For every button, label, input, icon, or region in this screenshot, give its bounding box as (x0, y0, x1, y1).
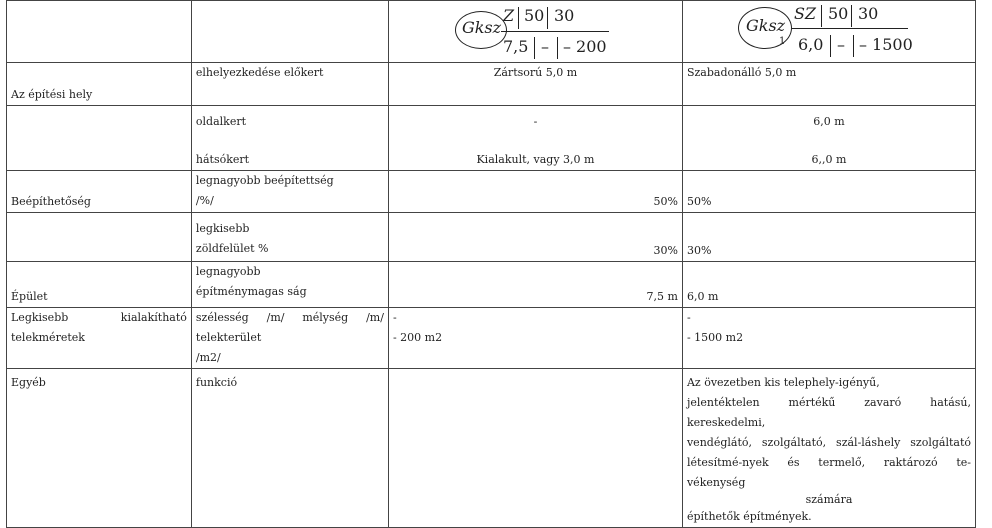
zone-top-3: 30 (553, 6, 575, 25)
other-value-z (388, 369, 682, 528)
header-empty-cell-2 (191, 1, 388, 63)
zone-top-divider (821, 5, 822, 27)
building-height-sub-2: építménymagas ság (195, 285, 307, 298)
spacer (196, 132, 384, 150)
plot-size-sub (191, 308, 388, 369)
spacer (687, 132, 971, 150)
zone-top-divider (851, 5, 852, 27)
other-value-sz-6: építhetők építmények. (686, 510, 812, 523)
back-yard-label: hátsókert (195, 153, 250, 166)
plot-size-value-z-1: - (392, 311, 397, 324)
table-row (7, 63, 976, 106)
other-sub: funkció (191, 369, 388, 528)
empty-cell (7, 106, 192, 171)
back-yard-value-sz: 6,,0 m (811, 153, 847, 166)
zone-bottom-3: – 1500 (858, 35, 913, 54)
plot-size-sub-3: /m2/ (195, 351, 221, 364)
other-value-sz-5: számára (805, 493, 853, 506)
plot-size-values-sz (682, 308, 975, 369)
green-area-value-sz: 30% (682, 213, 975, 262)
zone-fraction-line (501, 31, 609, 32)
zone-bottom-3: – 200 (562, 37, 607, 56)
plot-size-value-sz-2: - 1500 m2 (686, 331, 744, 344)
green-area-sub-2: zöldfelület % (195, 242, 269, 255)
header-empty-cell-1 (7, 1, 192, 63)
zone-bottom-2: – (540, 37, 549, 56)
side-yard-value-z: - (533, 115, 538, 128)
zone-top-divider (518, 7, 519, 29)
zone-code-subscript: 1 (778, 36, 786, 47)
plot-size-sub-2: telekterület (195, 331, 262, 344)
table-row (7, 213, 976, 262)
building-height-value-z: 7,5 m (388, 262, 682, 308)
zone-code-gksz-sz (682, 1, 975, 63)
zone-bottom-divider (534, 37, 535, 59)
other-value-sz-2: jelentéktelen mértékű zavaró hatású, kereskedelmi, (686, 396, 971, 429)
location-label: Az építési hely (7, 63, 192, 106)
table-row (7, 308, 976, 369)
zone-top-2: 50 (523, 6, 545, 25)
spacer (393, 132, 678, 150)
zone-bottom-divider (853, 35, 854, 57)
zone-code-gksz-z (388, 1, 682, 63)
side-yard-value-sz: 6,0 m (813, 115, 845, 128)
side-yard-label: oldalkert (195, 115, 247, 128)
built-ratio-label: Beépíthetőség (7, 171, 192, 213)
built-ratio-value-sz: 50% (682, 171, 975, 213)
zone-top-1: Z (502, 6, 515, 25)
other-value-sz-1: Az övezetben kis telephely-igényű, (686, 376, 880, 389)
built-ratio-sub-2: /%/ (195, 194, 214, 207)
zone-bottom-divider (830, 35, 831, 57)
plot-size-values-z (388, 308, 682, 369)
front-yard-label: elhelyezkedése előkert (191, 63, 388, 106)
built-ratio-value-z: 50% (388, 171, 682, 213)
zone-top-3: 30 (857, 4, 879, 23)
plot-size-value-sz-1: - (686, 311, 691, 324)
other-label: Egyéb (7, 369, 192, 528)
zone-fraction-line (792, 28, 908, 29)
zone-code-label: Gksz (461, 18, 502, 37)
green-area-sub-1: legkisebb (195, 222, 250, 235)
empty-cell (7, 213, 192, 262)
zone-top-1: SZ (793, 4, 817, 23)
side-back-yard-labels (191, 106, 388, 171)
table-row (7, 262, 976, 308)
table-header-row (7, 1, 976, 63)
other-value-sz (682, 369, 975, 528)
side-back-yard-values-sz (682, 106, 975, 171)
plot-size-label (7, 308, 192, 369)
table-row (7, 369, 976, 528)
building-label: Épület (7, 262, 192, 308)
table-row (7, 171, 976, 213)
side-back-yard-values-z (388, 106, 682, 171)
built-ratio-sub (191, 171, 388, 213)
building-height-sub (191, 262, 388, 308)
built-ratio-sub-1: legnagyobb beépítettség (195, 174, 334, 187)
front-yard-value-z: Zártsorú 5,0 m (388, 63, 682, 106)
zone-bottom-divider (557, 37, 558, 59)
back-yard-value-z: Kialakult, vagy 3,0 m (476, 153, 595, 166)
zone-bottom-1: 6,0 (797, 35, 824, 54)
plot-size-label-1: Legkisebb kialakítható (11, 311, 187, 324)
zone-code-label: Gksz (745, 16, 786, 35)
zone-bottom-2: – (836, 35, 845, 54)
front-yard-value-sz: Szabadonálló 5,0 m (682, 63, 975, 106)
green-area-sub (191, 213, 388, 262)
zone-bottom-1: 7,5 (502, 37, 529, 56)
plot-size-value-z-2: - 200 m2 (392, 331, 443, 344)
building-height-sub-1: legnagyobb (195, 265, 261, 278)
plot-size-sub-1: szélesség /m/ mélység /m/ (195, 311, 384, 324)
table-row (7, 106, 976, 171)
building-height-value-sz: 6,0 m (682, 262, 975, 308)
plot-size-label-2: telekméretek (11, 331, 85, 344)
zone-top-2: 50 (827, 4, 849, 23)
green-area-value-z: 30% (388, 213, 682, 262)
zone-top-divider (547, 7, 548, 29)
other-value-sz-3: vendéglátó, szolgáltató, szál-láshely szolgáltató (686, 436, 971, 449)
regulation-table (6, 0, 976, 528)
other-value-sz-4: létesítmé-nyek és termelő, raktározó te- vékenység (686, 456, 971, 489)
